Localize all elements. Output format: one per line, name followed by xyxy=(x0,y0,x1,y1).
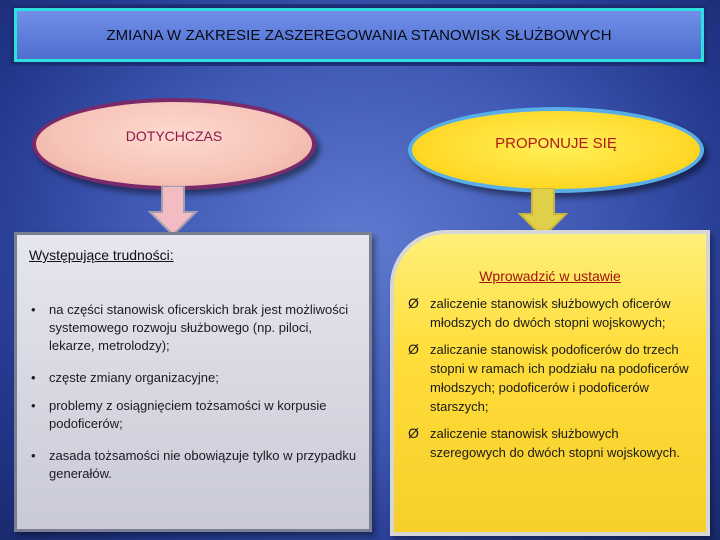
bullet-icon: • xyxy=(31,302,36,317)
list-item: Ø zaliczanie stanowisk podoficerów do trzech stopni w ramach ich podziału na podoficerów młodszych; podoficerów i podoficerów starszych; xyxy=(408,341,689,414)
down-arrow-left-icon xyxy=(148,186,198,236)
bullet-icon: • xyxy=(31,448,36,463)
right-ellipse-label: PROPONUJE SIĘ xyxy=(495,135,617,152)
proposals-panel xyxy=(390,230,710,536)
bullet-icon: • xyxy=(31,370,36,385)
slide-title-box xyxy=(14,8,704,62)
list-item: Ø zaliczenie stanowisk służbowych oficerów młodszych do dwóch stopni wojskowych; xyxy=(408,295,671,330)
arrowhead-bullet-icon: Ø xyxy=(408,425,419,441)
list-item: • problemy z osiągnięciem tożsamości w korpusie podoficerów; xyxy=(31,398,327,431)
bullet-icon: • xyxy=(31,398,36,413)
left-ellipse-dotychczas xyxy=(32,98,316,190)
left-ellipse-label: DOTYCHCZAS xyxy=(125,128,223,144)
list-item: Ø zaliczenie stanowisk służbowych szeregowych do dwóch stopni wojskowych. xyxy=(408,425,681,460)
list-item: • zasada tożsamości nie obowiązuje tylko w przypadku generałów. xyxy=(31,448,357,481)
arrowhead-bullet-icon: Ø xyxy=(408,341,419,357)
slide-title: ZMIANA W ZAKRESIE ZASZEREGOWANIA STANOWISK SŁUŻBOWYCH xyxy=(106,26,612,44)
proposals-heading: Wprowadzić w ustawie xyxy=(479,268,621,284)
list-item: • częste zmiany organizacyjne; xyxy=(31,370,219,385)
list-item: • na części stanowisk oficerskich brak jest możliwości systemowego rozwoju służbowego (np. piloci, lekarze, metrolodzy); xyxy=(31,302,349,353)
difficulties-panel xyxy=(14,232,372,532)
proposals-list xyxy=(408,294,698,470)
difficulties-heading: Występujące trudności: xyxy=(29,247,174,263)
difficulties-list xyxy=(31,301,361,497)
arrowhead-bullet-icon: Ø xyxy=(408,295,419,311)
right-ellipse-proponuje xyxy=(408,107,704,193)
